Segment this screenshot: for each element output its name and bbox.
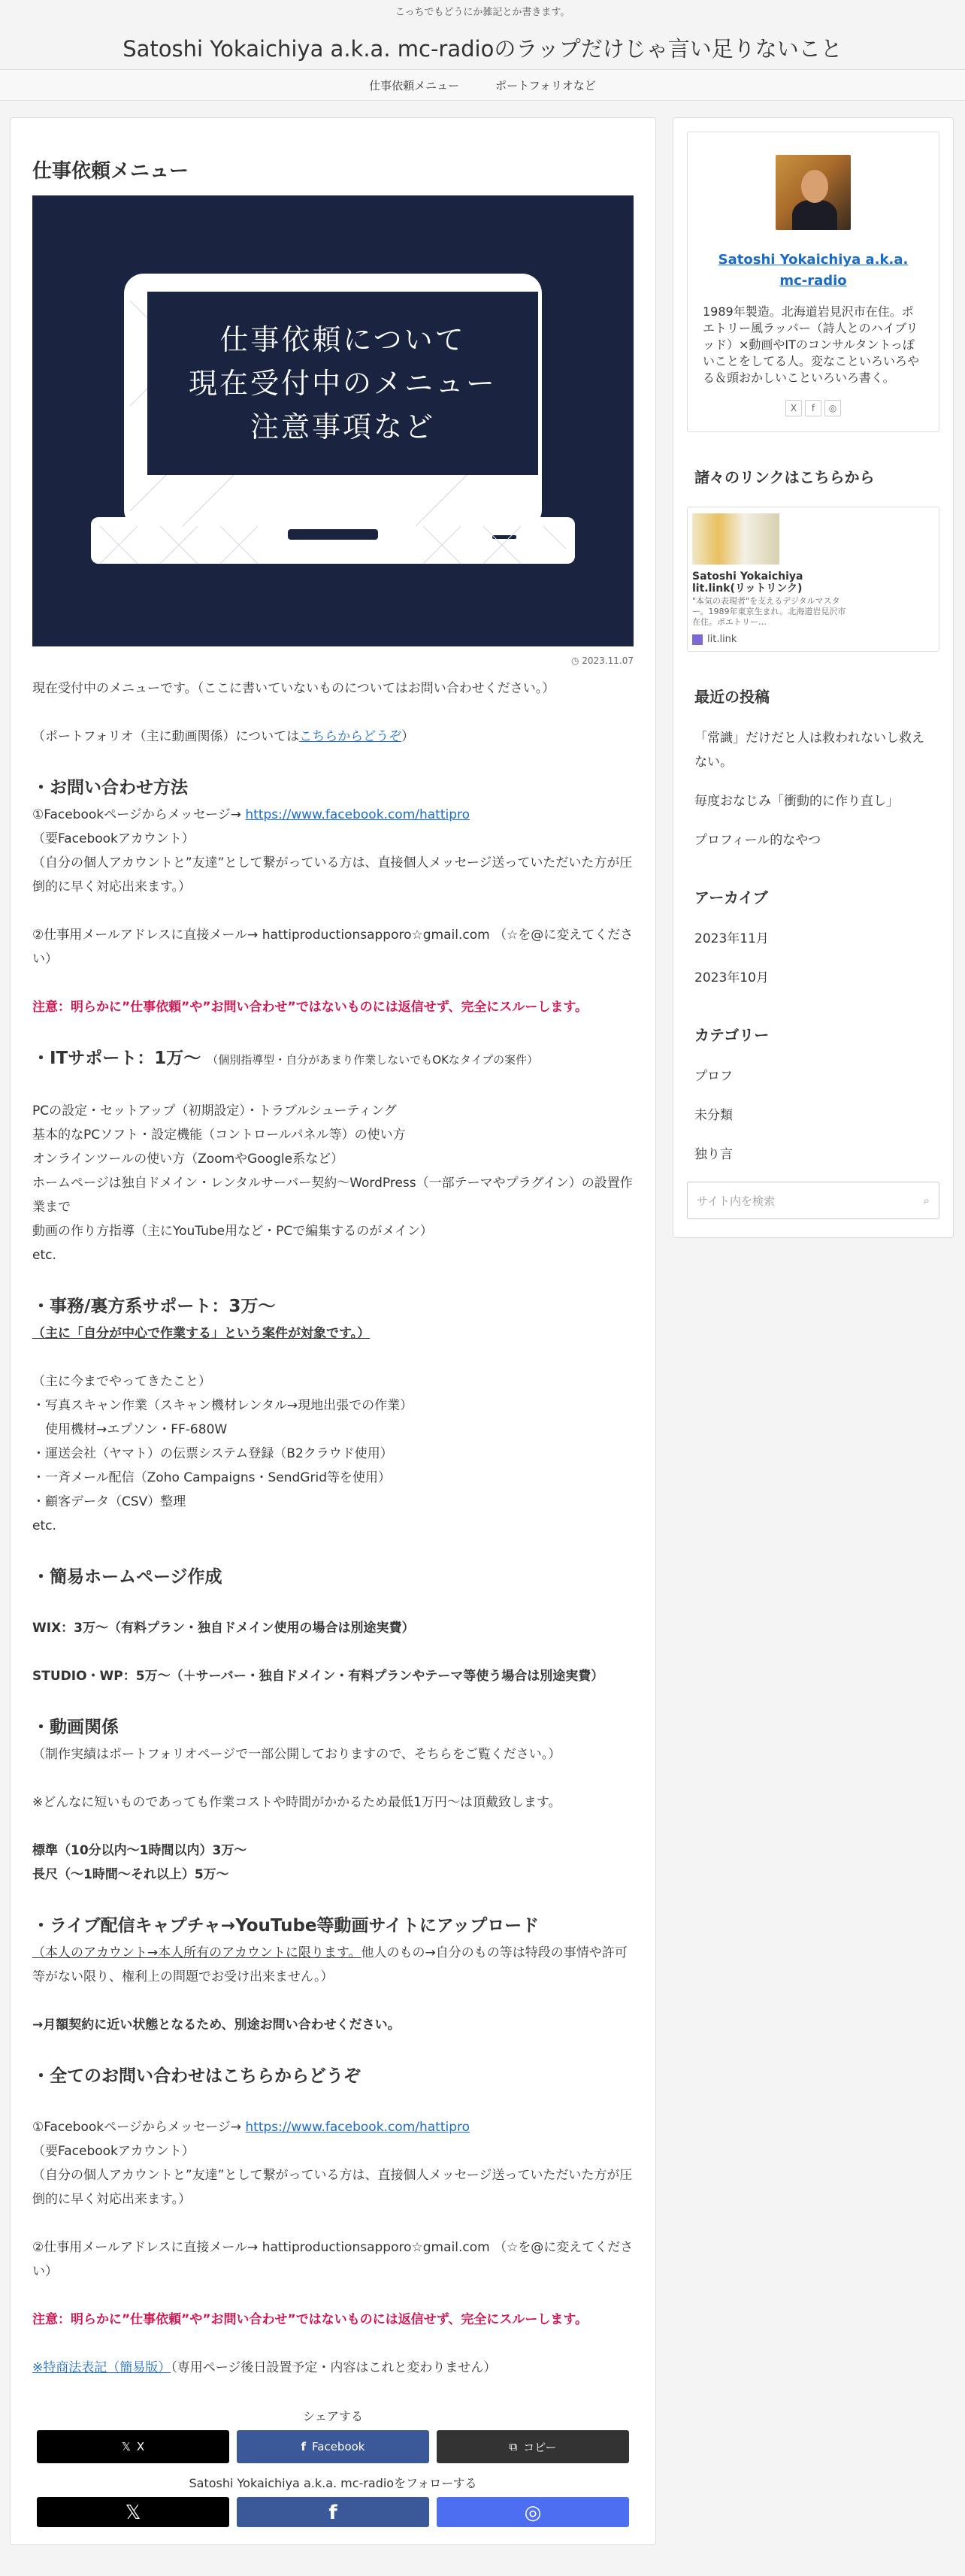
x-icon: 𝕏 [125,2502,141,2524]
recent-posts-title: 最近の投稿 [694,688,770,706]
category-title: カテゴリー [694,1026,770,1044]
intro-text: 現在受付中のメニューです。（ここに書いていないものについてはお問い合わせください。） [32,681,555,696]
eyecatch-text: 仕事依頼について 現在受付中のメニュー 注意事項など [188,323,497,443]
nav-item-portfolio[interactable]: ポートフォリオなど [495,78,596,92]
it-support-line: etc. [32,1248,56,1263]
instagram-icon[interactable]: ◎ [824,400,841,416]
video-standard-price: 標準（10分以内〜1時間以内）3万〜 [32,1843,247,1858]
profile-description: 1989年製造。北海道岩見沢市在住。ポエトリー風ラッパー（詩人とのハイブリッド）×動画やITのコンサルタントっぽいことをしてる人。変なこといろいろやる＆頭おかしいこといろいろ書く。 [703,304,920,385]
litlink-title: Satoshi Yokaichiya lit.link(リットリンク) [692,571,803,595]
litlink-card[interactable] [687,507,939,652]
video-note: （制作実績はポートフォリオページで一部公開しておりますので、そちらをご覧ください。） [32,1747,561,1762]
it-support-line: PCの設定・セットアップ（初期設定）・トラブルシューティング [32,1103,397,1118]
office-support-heading: ・事務/裏方系サポート：3万〜 [32,1297,276,1316]
x-icon: 𝕏 [121,2440,131,2453]
office-support-line: ・運送会社（ヤマト）の伝票システム登録（B2クラウド使用） [32,1446,393,1461]
archive-item[interactable]: 2023年10月 [694,970,769,985]
copy-icon: ⧉ [509,2440,518,2453]
profile-social-links [703,400,924,416]
contact-facebook-note-2: （自分の個人アカウントと”友達”として繋がっている方は、直接個人メッセージ送っていただいた方が圧倒的に早く対応出来ます。） [32,2168,633,2207]
recent-post-item[interactable]: 毎度おなじみ「衝動的に作り直し」 [694,794,899,809]
it-support-line: 基本的なPCソフト・設定機能（コントロールパネル等）の使い方 [32,1128,406,1143]
it-support-line: オンラインツールの使い方（ZoomやGoogle系など） [32,1152,344,1167]
it-support-heading: ・ITサポート：1万〜 （個別指導型・自分があまり作業しないでもOKなタイプの案件） [32,1049,539,1068]
facebook-page-link[interactable]: https://www.facebook.com/hattipro [245,807,470,822]
it-support-line: 動画の作り方指導（主にYouTube用など・PCで編集するのがメイン） [32,1224,433,1239]
litlink-thumbnail [692,513,779,565]
facebook-icon[interactable]: f [805,400,821,416]
contact-warning-2: 注意：明らかに”仕事依頼”や”お問い合わせ”ではないものには返信せず、完全にスルーします。 [32,2312,588,2327]
archive-list [687,927,939,990]
sidebar [673,117,954,1238]
share-facebook-button[interactable]: f Facebook [237,2430,429,2463]
instagram-icon: ◎ [524,2502,542,2524]
archive-title: アーカイブ [694,888,768,907]
follow-facebook-button[interactable] [237,2497,429,2527]
follow-x-button[interactable] [37,2497,229,2527]
portfolio-link[interactable]: こちらからどうぞ [299,729,402,744]
follow-title: Satoshi Yokaichiya a.k.a. mc-radioをフォローする [189,2476,477,2490]
follow-buttons [32,2497,634,2527]
x-icon[interactable]: X [785,400,802,416]
facebook-icon: f [301,2440,307,2453]
links-widget-title: 諸々のリンクはこちらから [694,468,875,486]
facebook-icon: f [328,2502,337,2524]
video-cost-note: ※どんなに短いものであっても作業コストや時間がかかるため最低1万円〜は頂戴致します。 [32,1795,561,1810]
category-list [687,1064,939,1167]
search-icon[interactable]: ⌕ [923,1194,930,1207]
litlink-favicon-icon [692,634,703,645]
homepage-wix-price: WIX：3万〜（有料プラン・独自ドメイン使用の場合は別途実費） [32,1621,415,1636]
live-capture-heading: ・ライブ配信キャプチャ→YouTube等動画サイトにアップロード [32,1916,540,1936]
contact-heading: ・お問い合わせ方法 [32,778,188,798]
contact-facebook: ①Facebookページからメッセージ→ https://www.facebook.com/hattipro （要Facebookアカウント） [32,807,470,846]
global-nav [0,69,965,101]
office-support-line: 使用機材→エプソン・FF-680W [32,1422,228,1437]
video-long-price: 長尺（〜1時間〜それ以上）5万〜 [32,1867,229,1882]
entry-content [32,677,634,2380]
category-item[interactable]: プロフ [694,1069,733,1084]
clock-icon: ◷ [570,655,579,666]
litlink-site: lit.link [692,634,934,645]
entry-title: 仕事依頼メニュー [32,160,189,183]
all-contact-heading: ・全てのお問い合わせはこちらからどうぞ [32,2066,361,2086]
main-content [10,117,656,2545]
site-tagline: こっちでもどうにか雑記とか書きます。 [395,7,570,18]
contact-mail: ②仕事用メールアドレスに直接メール→ hattiproductionsapporo☆gmail.com （☆を@に変えてください） [32,928,634,967]
contact-mail-2: ②仕事用メールアドレスに直接メール→ hattiproductionsapporo☆gmail.com （☆を@に変えてください） [32,2240,634,2279]
it-support-line: ホームページは独自ドメイン・レンタルサーバー契約〜WordPress（一部テーマやプラグイン）の設置作業まで [32,1176,633,1215]
recent-post-item[interactable]: 「常識」だけだと人は救われないし救えない。 [694,731,924,770]
share-buttons [32,2430,634,2463]
tokusho-link[interactable]: ※特商法表記（簡易版） [32,2360,171,2375]
share-title: シェアする [303,2409,363,2423]
search-input[interactable] [687,1182,939,1219]
office-support-line: ・顧客データ（CSV）整理 [32,1494,186,1509]
video-heading: ・動画関係 [32,1718,119,1737]
contact-facebook-2: ①Facebookページからメッセージ→ https://www.facebook.com/hattipro （要Facebookアカウント） [32,2120,470,2159]
office-support-line: etc. [32,1518,56,1533]
category-item[interactable]: 独り言 [694,1147,733,1162]
tokusho-text: ※特商法表記（簡易版）（専用ページ後日設置予定・内容はこれと変わりません） [32,2360,497,2375]
share-x-button[interactable]: 𝕏 X [37,2430,229,2463]
contact-warning: 注意：明らかに”仕事依頼”や”お問い合わせ”ではないものには返信せず、完全にスルーします。 [32,1000,588,1015]
live-capture-monthly: →月額契約に近い状態となるため、別途お問い合わせください。 [32,2018,401,2033]
homepage-heading: ・簡易ホームページ作成 [32,1567,222,1587]
contact-facebook-note: （自分の個人アカウントと”友達”として繋がっている方は、直接個人メッセージ送っていただいた方が圧倒的に早く対応出来ます。） [32,855,633,894]
site-title[interactable]: Satoshi Yokaichiya a.k.a. mc-radioのラップだけじゃ言い足りないこと [123,35,842,62]
follow-instagram-button[interactable] [437,2497,629,2527]
live-capture-note: （本人のアカウント→本人所有のアカウントに限ります。他人のもの→自分のもの等は特段の事情や許可等がない限り、権利上の問題でお受け出来ません。） [32,1945,628,1984]
category-item[interactable]: 未分類 [694,1108,733,1123]
office-support-subheading: （主に「自分が中心で作業する」という案件が対象です。） [32,1326,371,1341]
search-placeholder: サイト内を検索 [697,1194,775,1208]
recent-posts-list [687,726,939,852]
homepage-studio-price: STUDIO・WP：5万〜（＋サーバー・独自ドメイン・有料プランやテーマ等使う場合は別途実費） [32,1669,604,1684]
portfolio-text: （ポートフォリオ（主に動画関係）についてはこちらからどうぞ） [32,729,415,744]
archive-item[interactable]: 2023年11月 [694,931,769,946]
profile-card [687,132,939,432]
eyecatch-image [32,195,634,646]
nav-item-work-menu[interactable]: 仕事依頼メニュー [369,78,460,92]
office-support-line: （主に今までやってきたこと） [32,1374,211,1389]
facebook-page-link-2[interactable]: https://www.facebook.com/hattipro [245,2120,470,2135]
avatar [776,155,851,230]
office-support-line: ・写真スキャン作業（スキャン機材レンタル→現地出張での作業） [32,1398,413,1413]
recent-post-item[interactable]: プロフィール的なやつ [694,833,821,848]
share-copy-button[interactable]: ⧉ コピー [437,2430,629,2463]
office-support-line: ・一斉メール配信（Zoho Campaigns・SendGrid等を使用） [32,1470,391,1485]
profile-name[interactable]: Satoshi Yokaichiya a.k.a. mc-radio [718,252,909,289]
post-date: ◷ 2023.11.07 [570,655,634,666]
litlink-description: "本気の表現者"を支えるデジタルマスター。1989年東京生まれ。北海道岩見沢市在住。ポエトリー… [692,596,846,627]
